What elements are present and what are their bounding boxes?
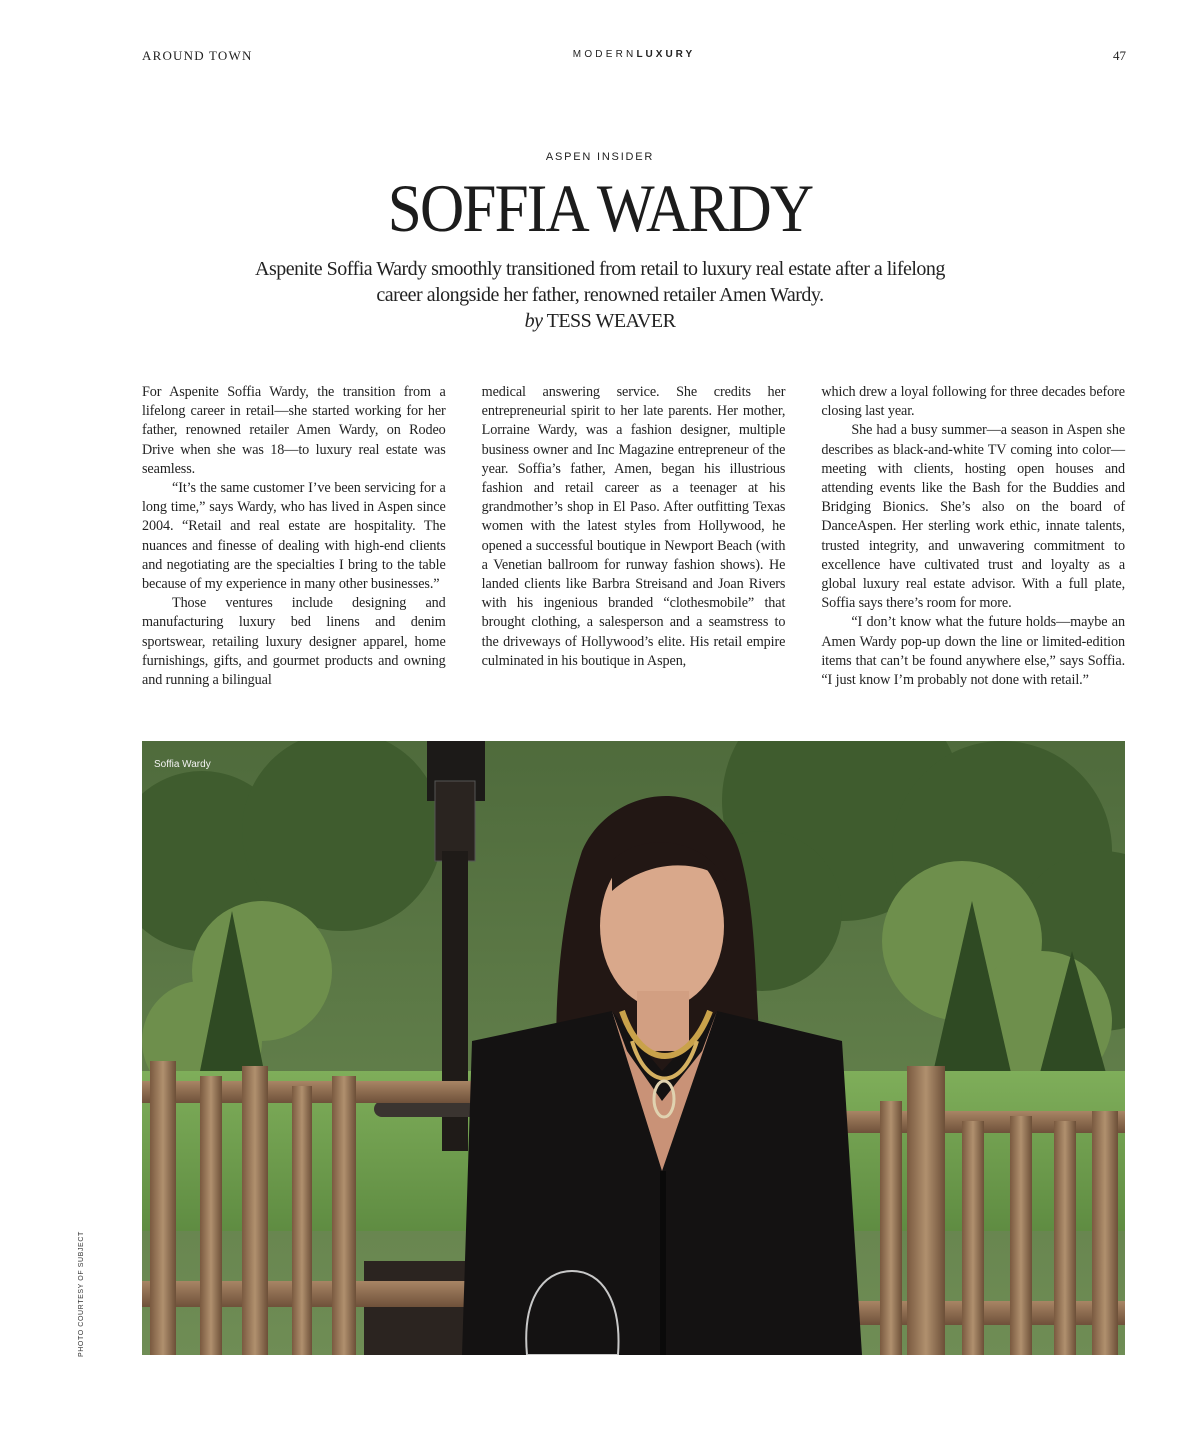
article-dek — [240, 256, 960, 334]
column-2 — [482, 383, 786, 713]
paragraph: For Aspenite Soffia Wardy, the transition from a lifelong career in retail—she started working for her father, renowned retailer Amen Wardy, on Rodeo Drive when she was 18—to luxury real estate was seamless. — [142, 384, 446, 477]
column-3 — [821, 383, 1125, 713]
paragraph: “It’s the same customer I’ve been servicing for a long time,” says Wardy, who has lived in Aspen since 2004. “Retail and real estate are hospitality. The nuances and finesse of dealing with high-end clients and negotiating are the specialties I bring to the table because of my experience in many other businesses.” — [142, 480, 446, 593]
paragraph: medical answering service. She credits her entrepreneurial spirit to her late parents. Her mother, Lorraine Wardy, was a fashion designer, multiple business owner and Inc Magazine entrepreneur of the year. Soffia’s father, Amen, began his illustrious fashion and retail career as a teenager at his grandmother’s shop in El Paso. After outfitting Texas women with the latest styles from Hollywood, he opened a successful boutique in Newport Beach (with a Venetian ballroom for runway fashion shows). He landed clients like Barbra Streisand and Joan Rivers with his ingenious branded “clothesmobile” that brought clothing, a salesperson and a seamstress to the driveways of Hollywood’s elite. His retail empire culminated in his boutique in Aspen, — [481, 384, 786, 669]
masthead-bold: LUXURY — [636, 49, 696, 60]
masthead-light: MODERN — [572, 49, 637, 60]
article-body — [142, 383, 1125, 713]
photo-illustration — [142, 741, 1125, 1355]
article-kicker: ASPEN INSIDER — [545, 151, 655, 163]
paragraph: She had a busy summer—a season in Aspen she describes as black-and-white TV coming into color—meeting with clients, hosting open houses and attending events like the Bash for the Buddies and Bridging Bionics. She’s also on the board of DanceAspen. Her sterling work ethic, innate talents, trusted integrity, and unwavering commitment to excellence have cultivated trust and loyalty as a global luxury real estate advisor. With a full plate, Soffia says there’s room for more. — [821, 422, 1126, 612]
byline-author: TESS WEAVER — [546, 310, 676, 332]
photo-caption: Soffia Wardy — [154, 759, 211, 770]
paragraph: which drew a loyal following for three decades before closing last year. — [821, 384, 1126, 420]
masthead-logo — [142, 49, 1126, 60]
byline — [240, 308, 960, 334]
paragraph: “I don’t know what the future holds—maybe an Amen Wardy pop-up down the line or limited-edition items that can’t be found anywhere else,” says Soffia. “I just know I’m probably not done with retail.” — [821, 614, 1126, 689]
article-title: SOFFIA WARDY — [387, 170, 813, 246]
paragraph: Those ventures include designing and manufacturing luxury bed linens and denim sportswear, retailing luxury designer apparel, home furnishings, gifts, and gourmet products and owning and running a bilingual — [142, 595, 446, 689]
page-header — [142, 48, 1126, 68]
section-label: AROUND TOWN — [142, 48, 253, 63]
byline-prefix: by — [524, 310, 543, 332]
dek-text: Aspenite Soffia Wardy smoothly transitioned from retail to luxury real estate after a lifelong career alongside her father, renowned retailer Amen Wardy. — [255, 258, 945, 306]
photo-credit: PHOTO COURTESY OF SUBJECT — [78, 1231, 85, 1357]
page-number: 47 — [1113, 48, 1126, 63]
column-1 — [142, 383, 446, 713]
portrait-photo — [142, 741, 1125, 1355]
